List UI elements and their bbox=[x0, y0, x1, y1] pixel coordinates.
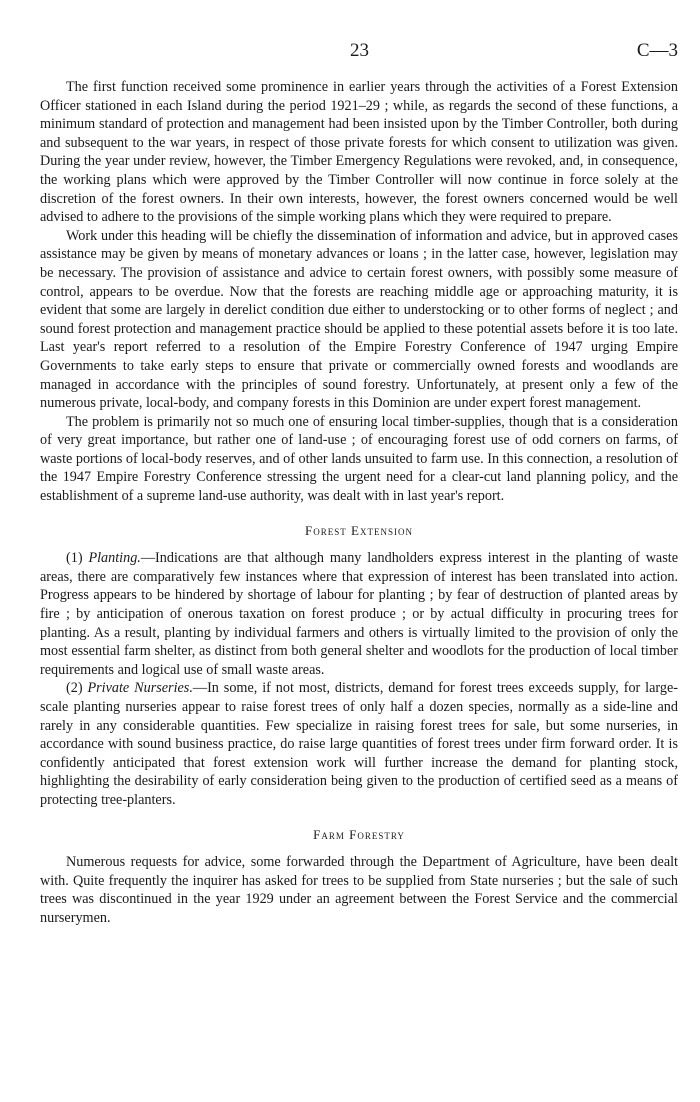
nurseries-text: —In some, if not most, districts, demand for forest trees exceeds supply, for large-scale planting nurseries appear to raise forest trees of only half a dozen species, normally as a side-line and rarely in any considerable quantities. Few specialize in raising forest trees for sale, but some nurseries, in accordance with sound business practice, do raise large quantities of forest trees under firm forward order. It is confidently anticipated that forest extension work will further increase the demand for planting stock, highlighting the desirability of early consideration being given to the production of certified seed as a means of protecting tree-planters. bbox=[40, 680, 679, 808]
section-heading-farm-forestry: Farm Forestry bbox=[313, 826, 405, 842]
planting-subheading: Planting. bbox=[88, 550, 141, 567]
paragraph-private-nurseries bbox=[40, 679, 678, 809]
page-number: 23 bbox=[350, 40, 369, 61]
nurseries-subheading: Private Nurseries. bbox=[87, 680, 193, 697]
section-heading-forest-extension: Forest Extension bbox=[305, 522, 413, 538]
document-code: C—3 bbox=[636, 40, 678, 61]
planting-number: (1) bbox=[66, 550, 83, 567]
paragraph-first-function: The first function received some prominence in earlier years through the activities of a Forest Extension Officer stationed in each Island during the period 1921–29 ; while, as regards the second of these functions, a minimum standard of protection and management had been insisted upon by the Timber Controller, both during and subsequent to the war years, in respect of those private forests for which consent to utilization was given. During the year under review, however, the Timber Emergency Regulations were revoked, and, in consequence, the working plans which were approved by the Timber Controller will now continue in force solely at the discretion of the forest owners. In their own interests, however, the forest owners concerned would be well advised to adhere to the provisions of the simple working plans which they were required to prepare. bbox=[40, 79, 678, 226]
paragraph-work-under-heading: Work under this heading will be chiefly the dissemination of information and advice, but in approved cases assistance may be given by means of monetary advances or loans ; in the latter case, however, legislation may be necessary. The provision of assistance and advice to certain forest owners, with possibly some measure of control, appears to be overdue. Now that the forests are reaching middle age or approaching maturity, it is evident that some are largely in derelict condition due either to understocking or to other forms of neglect ; and sound forest protection and management practice should be applied to these potential assets before it is too late. Last year's report referred to a resolution of the Empire Forestry Conference of 1947 urging Empire Governments to take early steps to ensure that private or commercially owned forests and woodlands are managed in accordance with the principles of sound forestry. Unfortunately, at present only a few of the numerous private, local-body, and company forests in this Dominion are under expert forest management. bbox=[40, 227, 678, 412]
planting-text: —Indications are that although many landholders express interest in the planting of waste areas, there are comparatively few instances where that expression of interest has been translated into action. Progress appears to be hindered by shortage of labour for planting ; by fear of destruction of planted areas by fire ; by anticipation of onerous taxation on forest produce ; or by actual difficulty in procuring trees for planting. As a result, planting by individual farmers and others is virtually limited to the provision of only the most essential farm shelter, as distinct from both general shelter and woodlots for the production of local timber requirements and logical use of small waste areas. bbox=[40, 550, 678, 678]
document-page bbox=[40, 40, 678, 928]
page-header bbox=[40, 40, 678, 64]
paragraph-planting bbox=[40, 549, 678, 679]
paragraph-farm-forestry: Numerous requests for advice, some forwarded through the Department of Agriculture, have been dealt with. Quite frequently the inquirer has asked for trees to be supplied from State nurseries ; but the sale of such trees was discontinued in the year 1929 under an agreement between the Forest Service and the commercial nurserymen. bbox=[40, 854, 678, 926]
nurseries-number: (2) bbox=[66, 680, 83, 697]
body-text bbox=[40, 78, 678, 928]
paragraph-land-use-problem: The problem is primarily not so much one of ensuring local timber-supplies, though that is a consideration of very great importance, but rather one of land-use ; of encouraging forest use of odd corners on farms, of waste portions of local-body reserves, and of other lands unsuited to farm use. In this connection, a resolution of the 1947 Empire Forestry Conference stressing the urgent need for a clear-cut land planning policy, and the establishment of a supreme land-use authority, was dealt with in last year's report. bbox=[40, 413, 678, 505]
